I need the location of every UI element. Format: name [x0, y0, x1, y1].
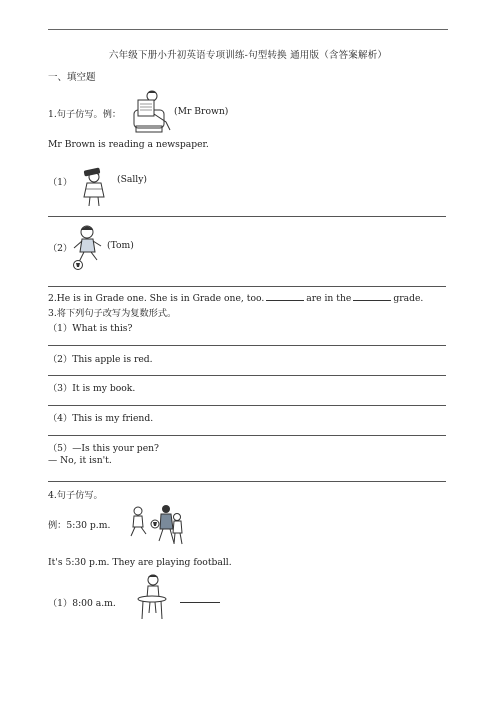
q1-item1-number: （1） [48, 177, 73, 188]
q3-prompt: 3.将下列句子改写为复数形式。 [48, 308, 177, 319]
q2-blank-1[interactable] [266, 291, 304, 301]
q1-item2-number: （2） [48, 243, 73, 254]
answer-line-q3-item5[interactable] [48, 481, 446, 482]
q1-prompt: 1.句子仿写。例： [48, 109, 122, 120]
q3-item-5-reply: — No, it isn't. [48, 455, 112, 466]
q2-part3: grade. [393, 293, 424, 304]
answer-line-q1-item1[interactable] [48, 216, 446, 217]
man-reading-newspaper-illustration [132, 88, 172, 134]
q1-example-sentence: Mr Brown is reading a newspaper. [48, 139, 209, 150]
answer-line-q3-item4[interactable] [48, 435, 446, 436]
q4-prompt: 4.句子仿写。 [48, 490, 103, 501]
q1-example-name: (Mr Brown) [174, 106, 229, 117]
children-playing-football-illustration [128, 503, 184, 547]
q2-part2: are in the [306, 293, 352, 304]
q4-example-label: 例：5:30 p.m. [48, 520, 111, 531]
answer-line-q3-item3[interactable] [48, 405, 446, 406]
q3-item-1: （1）What is this? [48, 323, 133, 334]
q1-item1-name: (Sally) [117, 174, 148, 185]
answer-line-q1-item2[interactable] [48, 286, 446, 287]
answer-line-q4-item1[interactable] [180, 602, 220, 603]
q3-item-4: （4）This is my friend. [48, 413, 154, 424]
page-title: 六年级下册小升初英语专项训练-句型转换 通用版（含答案解析） [108, 50, 388, 61]
q3-item-3: （3）It is my book. [48, 383, 136, 394]
boy-eating-at-table-illustration [136, 573, 168, 621]
answer-line-q3-item1[interactable] [48, 345, 446, 346]
q3-item-5: （5）—Is this your pen? [48, 443, 159, 454]
q3-item-2: （2）This apple is red. [48, 354, 153, 365]
answer-line-q3-item2[interactable] [48, 375, 446, 376]
boy-kicking-ball-illustration [71, 224, 105, 270]
q4-example-sentence: It's 5:30 p.m. They are playing football. [48, 557, 232, 568]
q2-sentence [48, 291, 423, 304]
q2-part1: 2.He is in Grade one. She is in Grade one, too. [48, 293, 265, 304]
q1-item2-name: (Tom) [107, 240, 134, 251]
q2-blank-2[interactable] [353, 291, 391, 301]
girl-with-telescope-illustration [78, 163, 110, 208]
q4-item-1: （1）8:00 a.m. [48, 598, 116, 609]
section-heading: 一、填空题 [48, 72, 96, 83]
header-rule [48, 29, 448, 30]
